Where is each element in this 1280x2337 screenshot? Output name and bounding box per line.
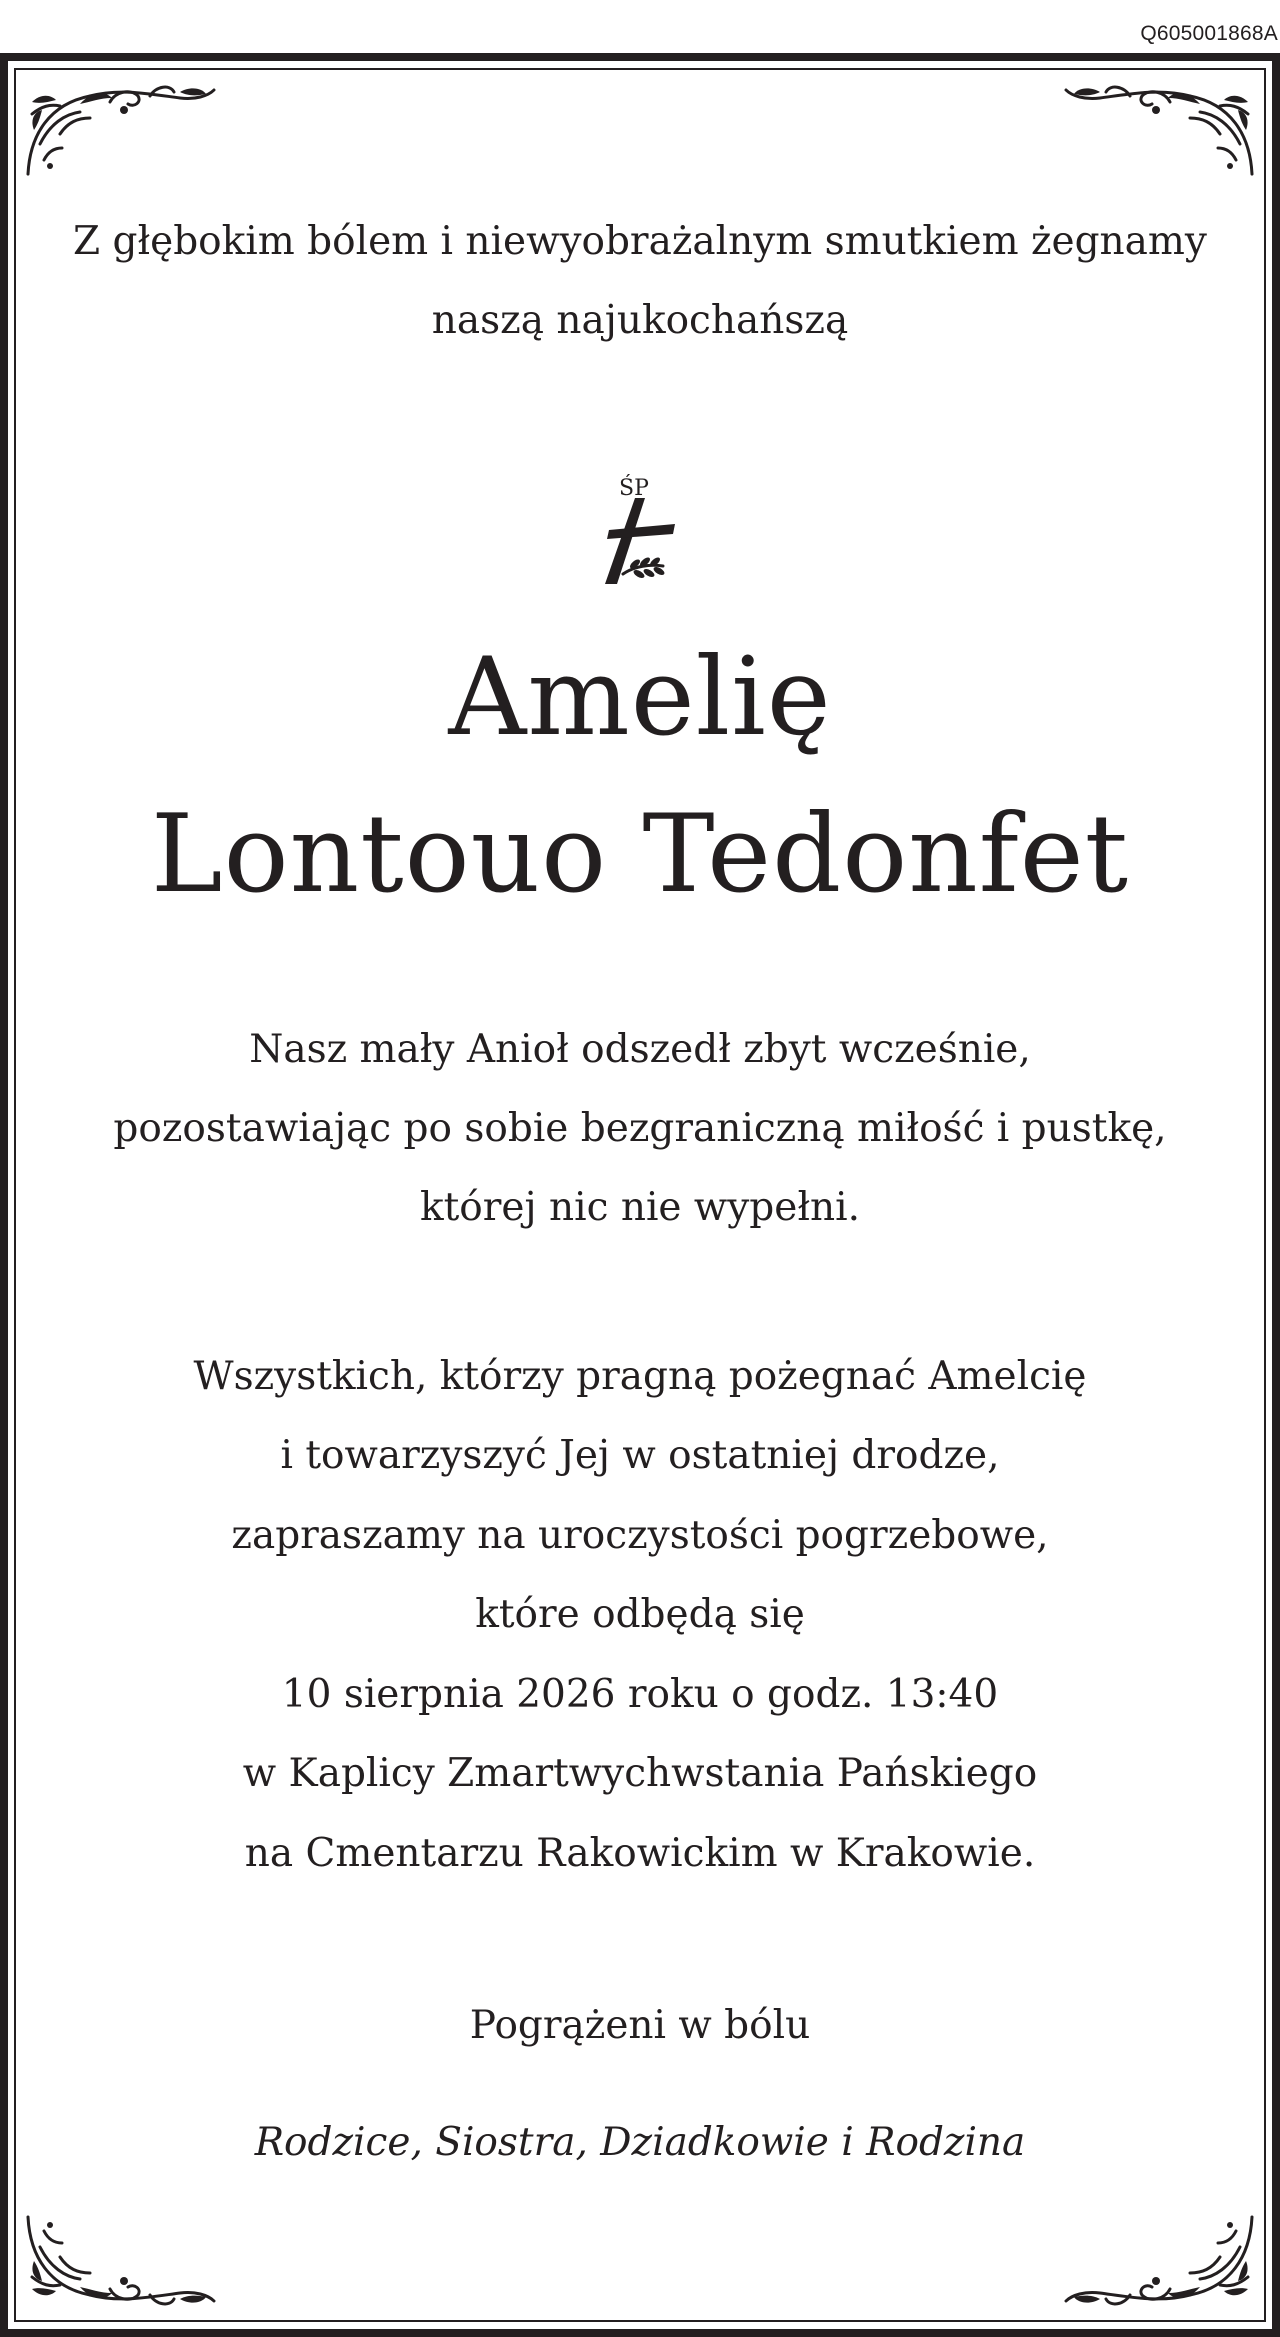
invitation-line-3: zapraszamy na uroczystości pogrzebowe,	[231, 1513, 1049, 1558]
funeral-chapel-line: w Kaplicy Zmartwychwstania Pańskiego	[242, 1751, 1038, 1796]
cross-with-palm-icon	[595, 496, 685, 588]
sp-label: ŚP	[619, 476, 649, 501]
funeral-date-line: 10 sierpnia 2026 roku o godz. 13:40	[281, 1672, 999, 1717]
message-line-2: pozostawiając po sobie bezgraniczną miłość i pustkę,	[113, 1106, 1167, 1151]
flourish-icon	[1060, 74, 1260, 184]
intro-line-2: naszą najukochańszą	[431, 298, 849, 343]
invitation-line-1: Wszystkich, którzy pragną pożegnać Amelcię	[193, 1354, 1087, 1399]
invitation-line-4: które odbędą się	[475, 1592, 805, 1637]
signature-line: Rodzice, Siostra, Dziadkowie i Rodzina	[254, 2120, 1026, 2165]
sp-symbol	[595, 478, 685, 588]
funeral-cemetery-line: na Cmentarzu Rakowickim w Krakowie.	[244, 1831, 1036, 1876]
closing-line: Pogrążeni w bólu	[469, 2003, 811, 2048]
corner-ornament-bottom-right	[1060, 2207, 1260, 2317]
intro-line-1: Z głębokim bólem i niewyobrażalnym smutkiem żegnamy	[73, 219, 1207, 264]
flourish-icon	[1060, 2207, 1260, 2317]
message-line-1: Nasz mały Anioł odszedł zbyt wcześnie,	[249, 1027, 1031, 1072]
corner-ornament-top-right	[1060, 74, 1260, 184]
document-code: Q605001868A	[1140, 22, 1278, 45]
flourish-icon	[20, 74, 220, 184]
deceased-first-name: Amelię	[448, 635, 832, 760]
flourish-icon	[20, 2207, 220, 2317]
corner-ornament-top-left	[20, 74, 220, 184]
corner-ornament-bottom-left	[20, 2207, 220, 2317]
deceased-last-name: Lontouo Tedonfet	[150, 792, 1130, 917]
invitation-line-2: i towarzyszyć Jej w ostatniej drodze,	[280, 1433, 1000, 1478]
message-line-3: której nic nie wypełni.	[420, 1185, 860, 1230]
